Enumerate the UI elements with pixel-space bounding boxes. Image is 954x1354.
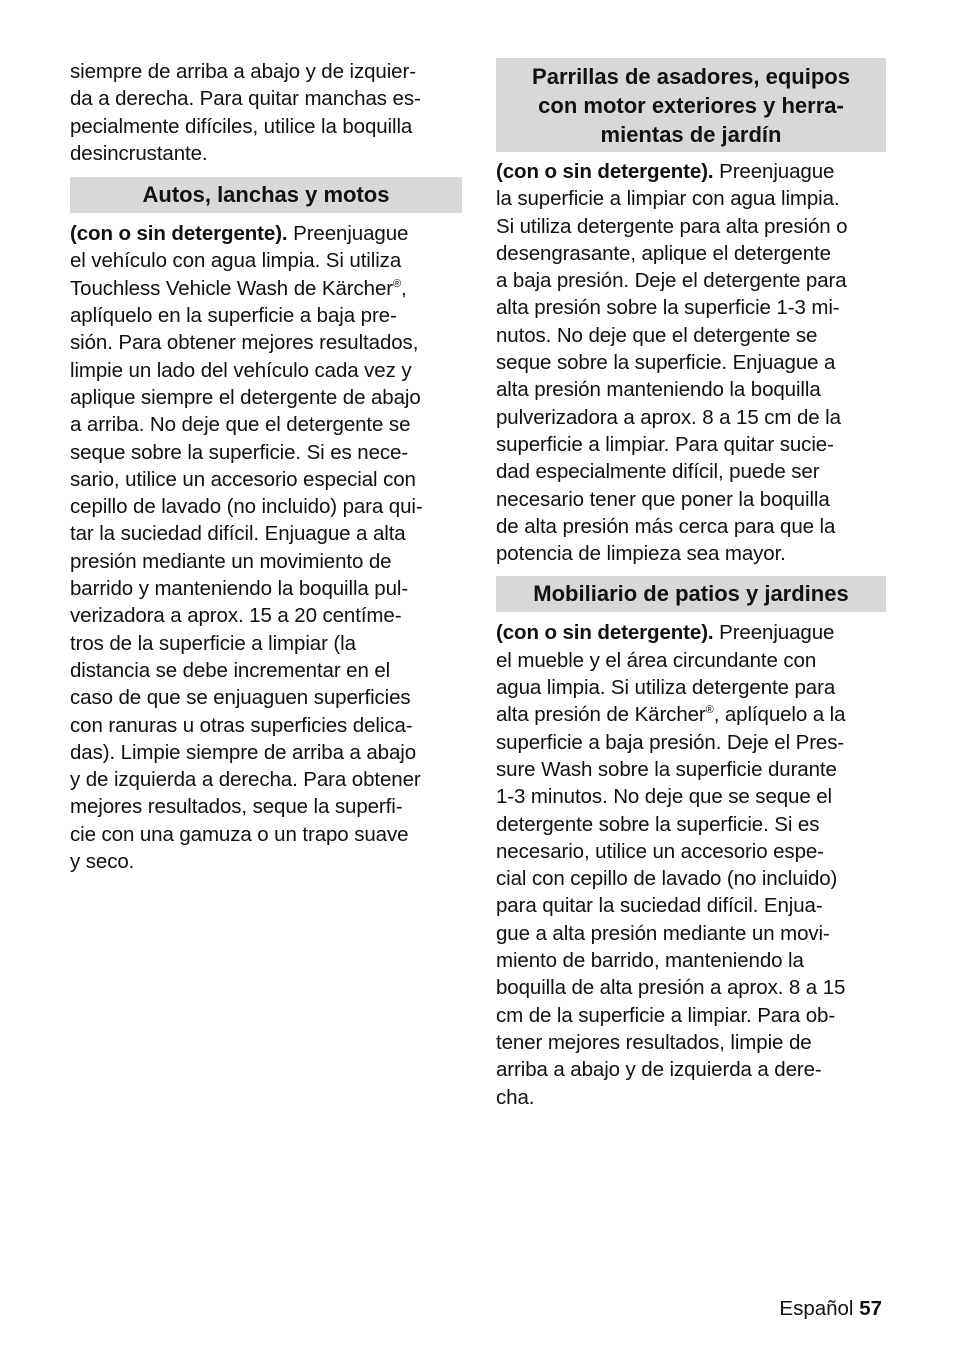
- text-line: seque sobre la superficie. Si es nece-: [70, 440, 409, 464]
- text-line: da a derecha. Para quitar manchas es-: [70, 87, 421, 111]
- lines-after-mark: [496, 729, 886, 1111]
- lines-after-mark: [70, 302, 462, 875]
- heading-text: Mobiliario de patios y jardines: [533, 581, 849, 607]
- text-line: aplique siempre el detergente de abajo: [70, 385, 421, 409]
- text-line: mejores resultados, seque la superfi-: [70, 795, 403, 819]
- text-line: pecialmente difíciles, utilice la boquilla: [70, 114, 413, 138]
- text-line: desincrustante.: [70, 141, 208, 165]
- autos-paragraph: [70, 220, 462, 875]
- mark-line-after: ,: [400, 276, 407, 300]
- intro-paragraph: [70, 58, 462, 167]
- text-line: arriba a abajo y de izquierda a dere-: [496, 1058, 822, 1082]
- text-line: cha.: [496, 1085, 535, 1109]
- text-line: aplíquelo en la superficie a baja pre-: [70, 304, 397, 328]
- right-column: [496, 58, 886, 1111]
- section-heading-autos: [70, 177, 462, 213]
- mark-line-before: alta presión de Kärcher: [496, 703, 706, 727]
- registered-mark-line: [496, 701, 886, 728]
- text-line: cie con una gamuza o un trapo suave: [70, 822, 409, 846]
- text-line: distancia se debe incrementar en el: [70, 658, 391, 682]
- text-line: gue a alta presión mediante un movi-: [496, 921, 830, 945]
- text-line: limpie un lado del vehículo cada vez y: [70, 358, 412, 382]
- text-line: necesario, utilice un accesorio espe-: [496, 839, 824, 863]
- lead-rest: Preenjuague: [713, 160, 835, 183]
- heading-line: Parrillas de asadores, equipos: [532, 64, 850, 89]
- text-line: 1-3 minutos. No deje que se seque el: [496, 785, 833, 809]
- text-line: potencia de limpieza sea mayor.: [496, 542, 786, 566]
- mark-line-before: Touchless Vehicle Wash de Kärcher: [70, 276, 393, 300]
- text-line: dad especialmente difícil, puede ser: [496, 460, 820, 484]
- text-line: agua limpia. Si utiliza detergente para: [496, 676, 836, 700]
- text-line: alta presión sobre la superficie 1-3 mi-: [496, 296, 840, 320]
- registered-mark: ®: [705, 704, 714, 717]
- heading-lines: [496, 62, 886, 149]
- text-line: cm de la superficie a limpiar. Para ob-: [496, 1003, 836, 1027]
- lead-rest: Preenjuague: [713, 621, 835, 645]
- text-line: tener mejores resultados, limpie de: [496, 1030, 812, 1054]
- text-line: sario, utilice un accesorio especial con: [70, 467, 416, 491]
- bold-lead: (con o sin detergente).: [70, 222, 288, 246]
- text-line: cepillo de lavado (no incluido) para qui-: [70, 495, 423, 519]
- lines-before-mark: [70, 247, 462, 274]
- text-line: Si utiliza detergente para alta presión o: [496, 214, 848, 238]
- text-line: alta presión manteniendo la boquilla: [496, 378, 821, 402]
- text-line: barrido y manteniendo la boquilla pul-: [70, 577, 409, 601]
- text-line: desengrasante, aplique el detergente: [496, 241, 831, 265]
- text-line: tar la suciedad difícil. Enjuague a alta: [70, 522, 406, 546]
- text-line: para quitar la suciedad difícil. Enjua-: [496, 894, 823, 918]
- heading-line: mientas de jardín: [600, 122, 782, 147]
- text-line: nutos. No deje que el detergente se: [496, 323, 818, 347]
- paragraph-first-line: [496, 619, 886, 646]
- lead-rest: Preenjuague: [287, 222, 409, 246]
- page-number: 57: [859, 1297, 882, 1320]
- text-line: detergente sobre la superficie. Si es: [496, 812, 820, 836]
- heading-text: Autos, lanchas y motos: [142, 182, 390, 208]
- text-line: das). Limpie siempre de arriba a abajo: [70, 740, 417, 764]
- text-line: presión mediante un movimiento de: [70, 549, 392, 573]
- text-line: tros de la superficie a limpiar (la: [70, 631, 356, 655]
- parrillas-paragraph: [496, 158, 886, 567]
- bold-lead: (con o sin detergente).: [496, 160, 714, 183]
- text-line: con ranuras u otras superficies delica-: [70, 713, 413, 737]
- text-line: necesario tener que poner la boquilla: [496, 487, 830, 511]
- mobiliario-paragraph: [496, 619, 886, 1110]
- section-heading-parrillas: [496, 58, 886, 152]
- text-line: verizadora a aprox. 15 a 20 centíme-: [70, 604, 402, 628]
- mark-line-after: , aplíquelo a la: [713, 703, 846, 727]
- lines-before-mark: [496, 647, 886, 702]
- text-line: a arriba. No deje que el detergente se: [70, 413, 411, 437]
- text-line: de alta presión más cerca para que la: [496, 514, 836, 538]
- paragraph-first-line: [496, 158, 886, 185]
- heading-line: con motor exteriores y herra-: [538, 93, 844, 118]
- text-line: sión. Para obtener mejores resultados,: [70, 331, 419, 355]
- text-line: y seco.: [70, 850, 135, 874]
- paragraph-lines: [496, 185, 886, 567]
- text-line: la superficie a limpiar con agua limpia.: [496, 187, 840, 211]
- text-line: caso de que se enjuaguen superficies: [70, 686, 411, 710]
- text-line: y de izquierda a derecha. Para obtener: [70, 768, 421, 792]
- page-footer: [779, 1297, 882, 1321]
- text-line: cial con cepillo de lavado (no incluido): [496, 867, 838, 891]
- text-line: siempre de arriba a abajo y de izquier-: [70, 60, 416, 83]
- text-line: a baja presión. Deje el detergente para: [496, 269, 847, 293]
- text-line: boquilla de alta presión a aprox. 8 a 15: [496, 976, 846, 1000]
- text-line: sure Wash sobre la superficie durante: [496, 757, 837, 781]
- registered-mark-line: [70, 275, 462, 302]
- text-line: superficie a baja presión. Deje el Pres-: [496, 730, 845, 754]
- text-line: superficie a limpiar. Para quitar sucie-: [496, 432, 834, 456]
- text-line: el vehículo con agua limpia. Si utiliza: [70, 249, 402, 273]
- text-line: miento de barrido, manteniendo la: [496, 949, 804, 973]
- text-line: el mueble y el área circundante con: [496, 648, 817, 672]
- paragraph-first-line: [70, 220, 462, 247]
- text-line: pulverizadora a aprox. 8 a 15 cm de la: [496, 405, 841, 429]
- bold-lead: (con o sin detergente).: [496, 621, 714, 645]
- left-column: [70, 58, 462, 875]
- registered-mark: ®: [392, 277, 401, 290]
- footer-language: Español: [779, 1297, 854, 1320]
- section-heading-mobiliario: [496, 576, 886, 612]
- text-line: seque sobre la superficie. Enjuague a: [496, 351, 836, 375]
